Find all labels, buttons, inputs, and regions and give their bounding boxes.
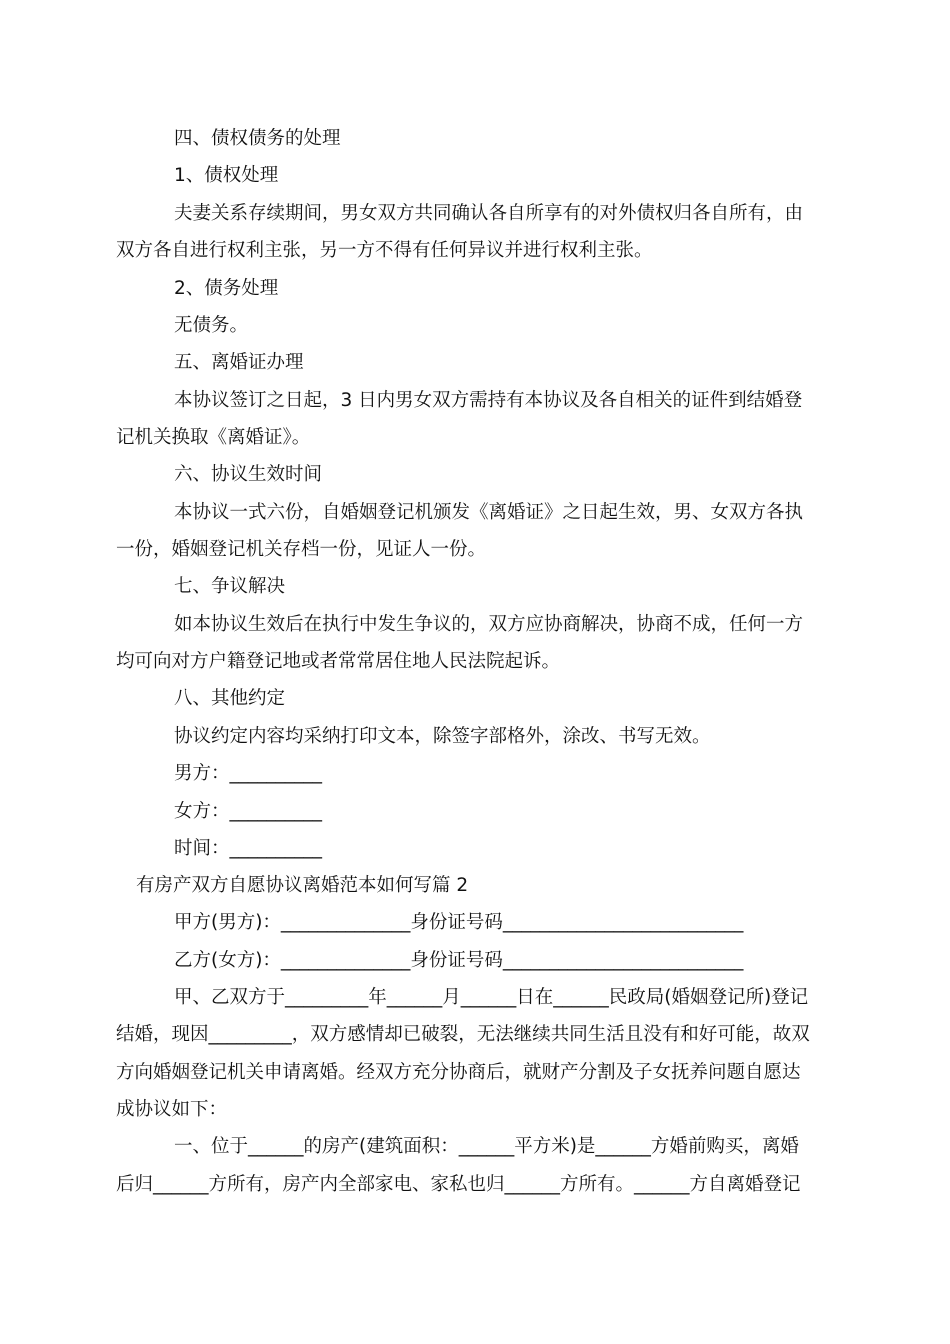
paragraph-line: 双方各自进行权利主张，另一方不得有任何异议并进行权利主张。 [116,240,653,261]
paragraph-line: 成协议如下： [116,1099,228,1120]
section-heading-8: 八、其他约定 [174,688,286,709]
paragraph-line: 结婚，现因_________，双方感情却已破裂，无法继续共同生活且没有和好可能，故双 [116,1024,810,1045]
subheading-debts: 2、债务处理 [174,278,279,299]
paragraph-line: 如本协议生效后在执行中发生争议的，双方应协商解决，协商不成，任何一方 [174,614,804,635]
paragraph-line: 一、位于______的房产(建筑面积：______平方米)是______方婚前购买，离婚 [174,1136,799,1157]
paragraph-line: 甲、乙双方于_________年______月______日在______民政局(婚姻登记所)登记 [174,987,809,1008]
signature-line-female: 女方：__________ [174,801,323,822]
signature-line-male: 男方：__________ [174,763,323,784]
section-heading-5: 五、离婚证办理 [174,352,304,373]
subheading-creditor-rights: 1、债权处理 [174,165,279,186]
section-heading-7: 七、争议解决 [174,576,286,597]
paragraph-line: 无债务。 [174,315,249,336]
signature-line-date: 时间：__________ [174,838,323,859]
paragraph-line: 方向婚姻登记机关申请离婚。经双方充分协商后，就财产分割及子女抚养问题自愿达 [116,1062,801,1083]
paragraph-line: 一份，婚姻登记机关存档一份，见证人一份。 [116,539,487,560]
paragraph-line: 记机关换取《离婚证》。 [116,427,311,448]
paragraph-line: 本协议一式六份，自婚姻登记机颁发《离婚证》之日起生效，男、女双方各执 [174,502,804,523]
section-heading-4: 四、债权债务的处理 [174,128,341,149]
paragraph-line: 本协议签订之日起，3 日内男女双方需持有本协议及各自相关的证件到结婚登 [174,390,803,411]
paragraph-line: 夫妻关系存续期间，男女双方共同确认各自所享有的对外债权归各自所有，由 [174,203,804,224]
article-title: 有房产双方自愿协议离婚范本如何写篇 2 [136,875,469,896]
paragraph-line: 协议约定内容均采纳打印文本，除签字部格外，涂改、书写无效。 [174,726,711,747]
paragraph-line: 均可向对方户籍登记地或者常常居住地人民法院起诉。 [116,651,561,672]
party-b-line: 乙方(女方)：______________身份证号码__________________________ [174,950,744,971]
party-a-line: 甲方(男方)：______________身份证号码__________________________ [174,912,744,933]
paragraph-line: 后归______方所有，房产内全部家电、家私也归______方所有。______方自离婚登记 [116,1174,801,1195]
section-heading-6: 六、协议生效时间 [174,464,323,485]
